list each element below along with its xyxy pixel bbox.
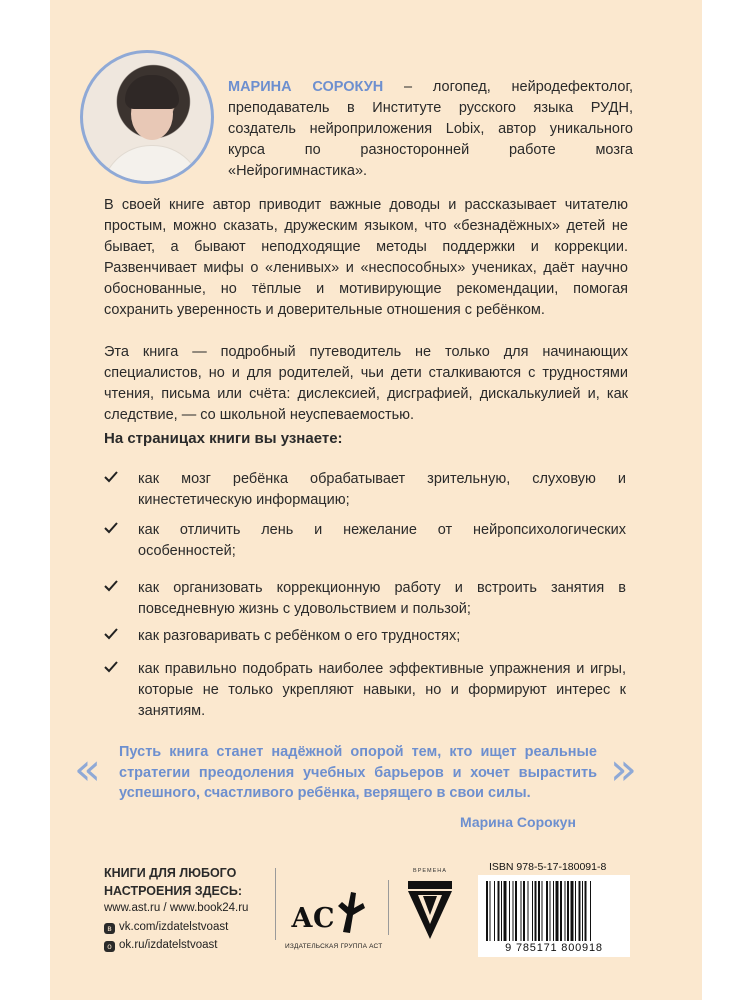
quote-author: Марина Сорокун xyxy=(460,814,576,830)
vremena-logo xyxy=(404,877,456,941)
isbn-label: ISBN 978-5-17-180091-8 xyxy=(489,861,607,873)
author-name: МАРИНА СОРОКУН xyxy=(228,79,384,95)
imprint-name: ВРЕМЕНА xyxy=(413,868,447,874)
description-paragraph-1: В своей книге автор приводит важные доводы и рассказывает читателю простым, можно сказать, дружеским языком, что «безнадёжных» детей не бывает, а бывают неподходящие методы поддержки и коррекции. Развенчивает мифы о «ленивых» и «неспособных» учениках, даёт научно обоснованные, но тёплые и мотивирующие рекомендации, помогая сохранить уверенность и доверительные отношения с ребёнком. xyxy=(104,197,628,318)
vk-icon: в xyxy=(104,923,115,934)
publisher-caption: ИЗДАТЕЛЬСКАЯ ГРУППА АСТ xyxy=(285,943,383,950)
ast-logo xyxy=(287,880,373,942)
promo-heading: КНИГИ ДЛЯ ЛЮБОГО НАСТРОЕНИЯ ЗДЕСЬ: xyxy=(104,866,243,898)
author-photo xyxy=(80,50,214,184)
svg-text:АС: АС xyxy=(291,903,335,934)
list-item-text: как организовать коррекционную работу и встроить занятия в повседневную жизнь с удовольствием и пользой; xyxy=(138,580,626,617)
check-icon xyxy=(104,470,118,484)
quote-text: Пусть книга станет надёжной опорой тем, кто ищет реальные стратегии преодоления учебных барьеров и хочет вырастить успешного, счастливого ребёнка, верящего в свои силы. xyxy=(119,744,597,801)
divider xyxy=(388,880,389,935)
list-item-text: как разговаривать с ребёнком о его трудностях; xyxy=(138,628,461,644)
vk-link-text: vk.com/izdatelstvoast xyxy=(119,921,229,933)
learn-heading: На страницах книги вы узнаете: xyxy=(104,430,343,447)
list-item-text: как отличить лень и нежелание от нейропсихологических особенностей; xyxy=(138,522,626,559)
list-item-text: как правильно подобрать наиболее эффективные упражнения и игры, которые не только укрепляют навыки, но и формируют интерес к занятиям. xyxy=(138,661,626,719)
author-description: – логопед, нейродефектолог, преподаватель в Институте русского языка РУДН, создатель нейроприложения Lobix, автор уникального курса по разносторонней работе мозга «Нейрогимнастика». xyxy=(228,79,633,179)
list-item-text: как мозг ребёнка обрабатывает зрительную, слуховую и кинестетическую информацию; xyxy=(138,471,626,508)
vk-link[interactable] xyxy=(104,921,228,934)
ok-link-text: ok.ru/izdatelstvoast xyxy=(119,939,218,951)
close-quote-icon: » xyxy=(610,744,637,795)
websites-link[interactable]: www.ast.ru / www.book24.ru xyxy=(104,902,249,914)
ok-link[interactable] xyxy=(104,939,217,952)
barcode-digits: 9 785171 800918 xyxy=(478,942,630,954)
check-icon xyxy=(104,579,118,593)
author-bio xyxy=(228,77,633,182)
description-paragraph-2: Эта книга — подробный путеводитель не только для начинающих специалистов, но и для родителей, чьи дети сталкиваются с трудностями чтения, письма или счёта: дислексией, дисграфией, дискалькулией и, как следствие, — со школьной неуспеваемостью. xyxy=(104,344,628,423)
divider xyxy=(275,868,276,940)
check-icon xyxy=(104,521,118,535)
check-icon xyxy=(104,660,118,674)
check-icon xyxy=(104,627,118,641)
ok-icon: о xyxy=(104,941,115,952)
open-quote-icon: « xyxy=(74,744,101,795)
